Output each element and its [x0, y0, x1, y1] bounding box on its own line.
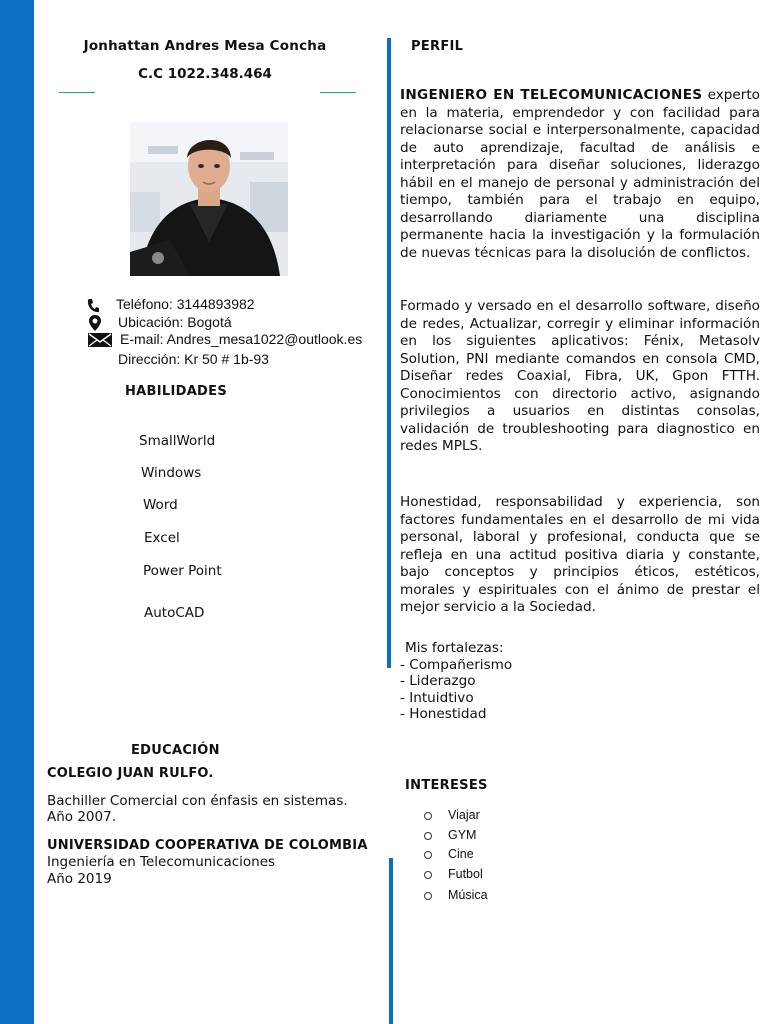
- contact-address: Dirección: Kr 50 # 1b-93: [118, 351, 269, 367]
- strength-item: - Compañerismo: [400, 656, 513, 673]
- interest-item: Cine: [424, 847, 474, 861]
- interest-item: GYM: [424, 828, 476, 842]
- hollow-bullet-icon: [424, 812, 432, 820]
- hollow-bullet-icon: [424, 851, 432, 859]
- profile-paragraph-3: Honestidad, responsabilidad y experiencia, son factores fundamentales en el desarrollo de mi vida personal, laboral y profesional, conducta que se refleja en una actitud positiva diaria y constante, bajo conceptos y principios éticos, estéticos, morales y espirituales con el ánimo de prestar el mejor servicio a la Sociedad.: [400, 494, 760, 615]
- skill-item: Windows: [141, 465, 202, 481]
- location-pin-icon: [88, 314, 102, 332]
- strength-item: - Honestidad: [400, 706, 487, 722]
- university-year: Año 2019: [47, 871, 112, 887]
- candidate-name: Jonhattan Andres Mesa Concha: [83, 38, 327, 54]
- school-degree: Bachiller Comercial con énfasis en sistemas.: [47, 793, 348, 809]
- profile-title: PERFIL: [411, 39, 464, 54]
- green-rule-right: [320, 92, 356, 93]
- skill-item: Excel: [144, 530, 180, 546]
- interest-item: Viajar: [424, 808, 480, 822]
- profile-paragraph-1-text: experto en la materia, emprendedor y con facilidad para relacionarse social e interpersonalmente, capacidad de auto aprendizaje, facultad de análisis e interpretación para diseñar soluciones, liderazgo hábil en el manejo de personal y administración del tiempo, también para el trabajo en equipo, desarrollando diariamente una disciplina permanente hacia la investigación y la formulación de nuevas técnicas para la disolución de conflictos.: [400, 87, 760, 261]
- education-title: EDUCACIÓN: [131, 743, 220, 758]
- profile-paragraph-2: Formado y versado en el desarrollo software, diseño de redes, Actualizar, corregir y eliminar información en los siguientes aplicativos: Fénix, Metasolv Solution, PNI mediante comandos en consola CMD, Diseñar redes Coaxial, Fibra, UK, Gpon FTTH. Conocimientos con directorio activo, asignando privilegios a usuarios en distintas consolas, validación de troubleshooting para diagnostico en redes MPLS.: [400, 298, 760, 454]
- hollow-bullet-icon: [424, 832, 432, 840]
- green-rule-left: [59, 92, 95, 93]
- profile-lead: INGENIERO EN TELECOMUNICACIONES: [400, 87, 703, 103]
- column-divider-bottom: [389, 858, 393, 1024]
- left-accent-bar: [0, 0, 34, 1024]
- university-name: UNIVERSIDAD COOPERATIVA DE COLOMBIA: [47, 838, 368, 853]
- id-number: C.C 1022.348.464: [138, 66, 272, 82]
- column-divider-top: [387, 38, 391, 668]
- phone-icon: [86, 298, 100, 314]
- strengths-list: [400, 640, 512, 723]
- skill-item: AutoCAD: [144, 605, 205, 621]
- skills-title: HABILIDADES: [125, 384, 227, 399]
- interest-item: Futbol: [424, 867, 483, 881]
- skill-item: Word: [143, 497, 178, 513]
- strength-item: - Liderazgo: [400, 673, 476, 689]
- skill-item: Power Point: [143, 563, 222, 579]
- contact-phone: Teléfono: 3144893982: [116, 296, 255, 312]
- interest-item: Música: [424, 888, 488, 902]
- school-name: COLEGIO JUAN RULFO.: [47, 766, 214, 781]
- hollow-bullet-icon: [424, 892, 432, 900]
- email-envelope-icon: [88, 333, 112, 347]
- strengths-title: Mis fortalezas:: [405, 640, 504, 656]
- contact-email[interactable]: E-mail: Andres_mesa1022@outlook.es: [120, 331, 363, 347]
- university-degree: Ingeniería en Telecomunicaciones: [47, 854, 276, 870]
- contact-location: Ubicación: Bogotá: [118, 314, 232, 330]
- skill-item: SmallWorld: [139, 433, 216, 449]
- hollow-bullet-icon: [424, 871, 432, 879]
- strength-item: - Intuidtivo: [400, 689, 474, 706]
- profile-paragraph-1: [400, 87, 760, 262]
- school-year: Año 2007.: [47, 809, 116, 825]
- profile-photo: [130, 122, 288, 276]
- interests-title: INTERESES: [405, 778, 488, 793]
